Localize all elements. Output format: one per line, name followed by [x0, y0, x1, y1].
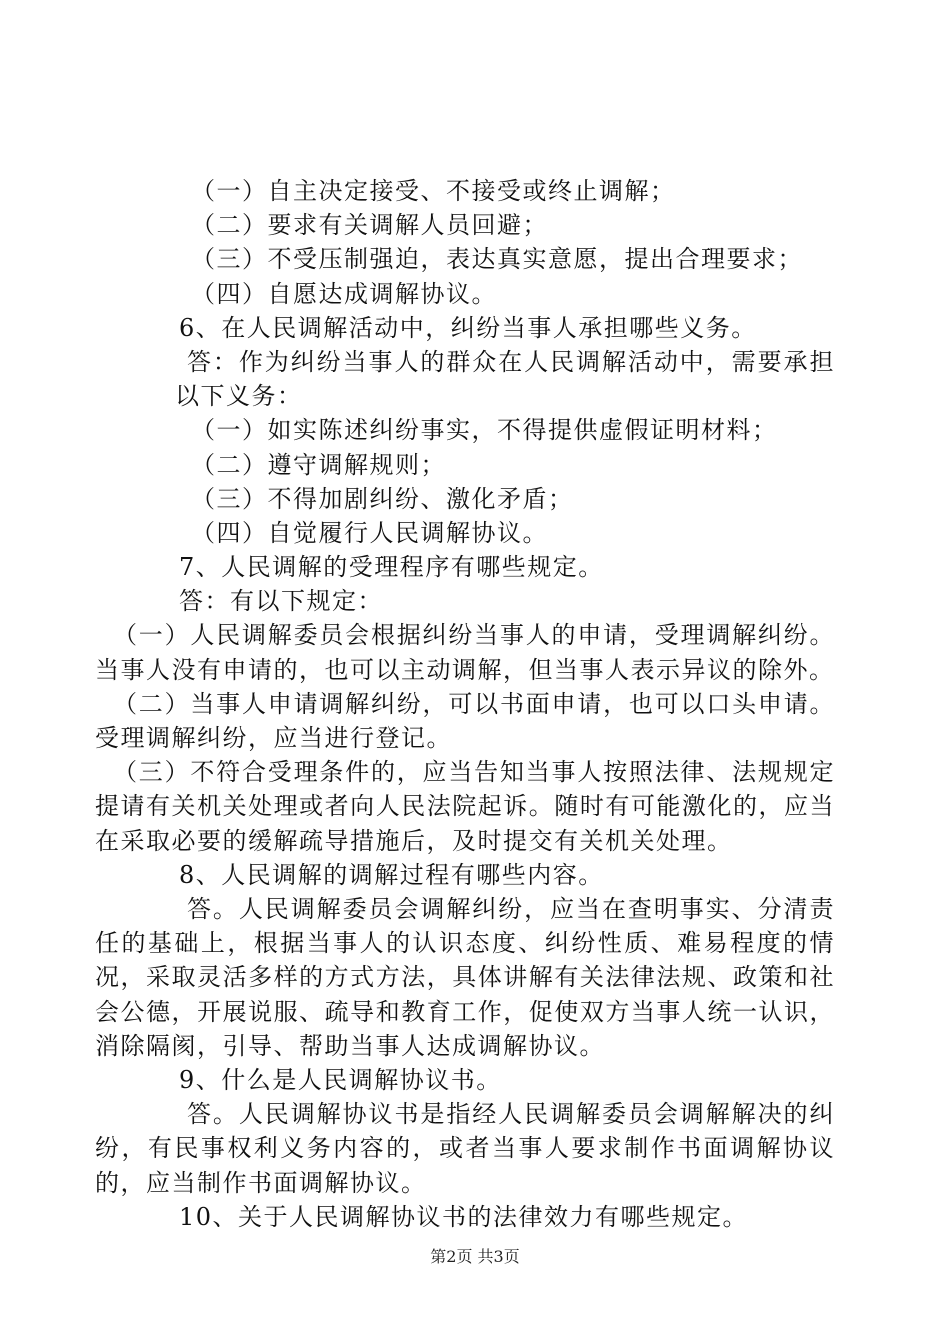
document-body	[95, 174, 835, 1234]
rights-item-2: （二）要求有关调解人员回避；	[191, 211, 548, 240]
question-7: 7、人民调解的受理程序有哪些规定。	[179, 553, 604, 582]
acceptance-rule-2: （二）当事人申请调解纠纷，可以书面申请，也可以口头申请。受理调解纠纷，应当进行登记。	[95, 689, 835, 753]
duties-item-1: （一）如实陈述纠纷事实，不得提供虚假证明材料；	[191, 416, 778, 445]
rights-item-4: （四）自愿达成调解协议。	[191, 279, 497, 308]
duties-item-4: （四）自觉履行人民调解协议。	[191, 518, 548, 547]
question-8: 8、人民调解的调解过程有哪些内容。	[179, 860, 604, 889]
answer-9: 答。人民调解协议书是指经人民调解委员会调解解决的纠纷，有民事权利义务内容的，或者当事人要求制作书面调解协议的，应当制作书面调解协议。	[95, 1100, 835, 1197]
question-6: 6、在人民调解活动中，纠纷当事人承担哪些义务。	[179, 313, 757, 342]
answer-6: 答：作为纠纷当事人的群众在人民调解活动中，需要承担以下义务：	[175, 347, 835, 411]
acceptance-rule-3: （三）不符合受理条件的，应当告知当事人按照法律、法规规定提请有关机关处理或者向人民法院起诉。随时有可能激化的，应当在采取必要的缓解疏导措施后，及时提交有关机关处理。	[95, 758, 835, 855]
answer-8: 答。人民调解委员会调解纠纷，应当在查明事实、分清责任的基础上，根据当事人的认识态度、纠纷性质、难易程度的情况，采取灵活多样的方式方法，具体讲解有关法律法规、政策和社会公德，开展说服、疏导和教育工作，促使双方当事人统一认识，消除隔阂，引导、帮助当事人达成调解协议。	[95, 895, 835, 1060]
acceptance-rule-1: （一）人民调解委员会根据纠纷当事人的申请，受理调解纠纷。当事人没有申请的，也可以主动调解，但当事人表示异议的除外。	[95, 621, 835, 684]
answer-7: 答：有以下规定：	[179, 587, 383, 616]
rights-item-3: （三）不受压制强迫，表达真实意愿，提出合理要求；	[191, 245, 803, 274]
duties-item-3: （三）不得加剧纠纷、激化矛盾；	[191, 484, 574, 513]
rights-item-1: （一）自主决定接受、不接受或终止调解；	[191, 177, 676, 205]
page-number-footer: 第2页 共3页	[430, 1247, 520, 1266]
duties-item-2: （二）遵守调解规则；	[191, 450, 446, 479]
question-10: 10、关于人民调解协议书的法律效力有哪些规定。	[179, 1202, 749, 1231]
question-9: 9、什么是人民调解协议书。	[179, 1066, 502, 1095]
